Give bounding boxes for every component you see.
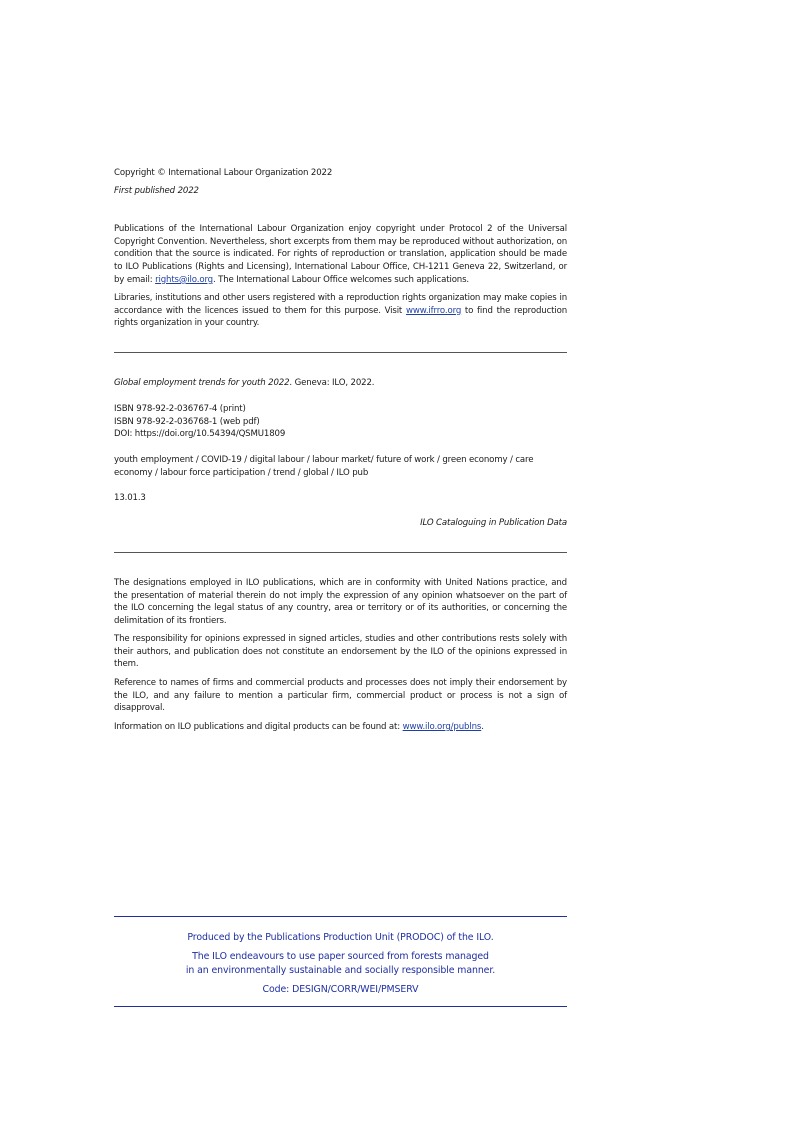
keywords: youth employment / COVID-19 / digital labour / labour market/ future of work / green economy / care economy / labour force participation / trend / global / ILO pub: [114, 455, 534, 478]
ilo-publns-link[interactable]: www.ilo.org/publns: [402, 722, 482, 732]
catalog-title-line: [114, 377, 567, 390]
publications-info: [114, 721, 567, 734]
cip-label: ILO Cataloguing in Publication Data: [420, 518, 567, 528]
catalog-code: 13.01.3: [114, 493, 146, 503]
divider-middle: [114, 552, 567, 553]
reproduction-text-tail: to find the reproduction rights organization in your country.: [114, 305, 568, 329]
rights-paragraph: [114, 223, 567, 287]
rights-text: Publications of the International Labour Organization enjoy copyright under Protocol 2 of the Universal Copyright Convention. Nevertheless, short excerpts from them may be reproduced without authorization, on condition that the source is indicated. For rights of reproduction or translation, application should be made to ILO Publications (Rights and Licensing), International Labour Office, CH-1211 Geneva 22, Switzerland, or by email:: [114, 224, 567, 285]
doi: DOI: https://doi.org/10.54394/QSMU1809: [114, 429, 286, 439]
reproduction-paragraph: [114, 292, 567, 330]
footer-rule-bottom: [114, 1006, 567, 1007]
copyright-line: Copyright © International Labour Organization 2022: [114, 168, 333, 178]
footer-paper-line2: in an environmentally sustainable and socially responsible manner.: [185, 965, 496, 976]
rights-text-tail: . The International Labour Office welcomes such applications.: [212, 274, 470, 285]
footer-code: Code: DESIGN/CORR/WEI/PMSERV: [262, 984, 419, 995]
ifrro-link[interactable]: www.ifrro.org: [405, 305, 462, 316]
isbn-print: ISBN 978-92-2-036767-4 (print): [114, 404, 246, 414]
publications-info-text: Information on ILO publications and digital products can be found at:: [114, 722, 403, 732]
divider-top: [114, 352, 567, 353]
isbn-pdf: ISBN 978-92-2-036768-1 (web pdf): [114, 416, 260, 427]
disclaimer-responsibility: The responsibility for opinions expressed in signed articles, studies and other contributions rests solely with their authors, and publication does not constitute an endorsement by the ILO of the opinions expressed in them.: [114, 634, 567, 670]
catalog-title: Global employment trends for youth 2022: [114, 378, 290, 388]
catalog-title-tail: . Geneva: ILO, 2022.: [289, 378, 375, 388]
footer-paper-line1: The ILO endeavours to use paper sourced from forests managed: [192, 951, 489, 962]
disclaimer-reference: Reference to names of firms and commercial products and processes does not imply their endorsement by the ILO, and any failure to mention a particular firm, commercial product or process is not a sign of disapproval.: [114, 678, 567, 714]
rights-email-link[interactable]: rights@ilo.org: [155, 274, 213, 285]
publications-info-tail: .: [481, 722, 484, 732]
disclaimer-designations: The designations employed in ILO publications, which are in conformity with United Nations practice, and the presentation of material therein do not imply the expression of any opinion whatsoever on the part of the ILO concerning the legal status of any country, area or territory or of its authorities, or concerning the delimitation of its frontiers.: [114, 578, 567, 627]
footer-rule-top: [114, 916, 567, 917]
first-published: First published 2022: [114, 186, 199, 196]
reproduction-text: Libraries, institutions and other users registered with a reproduction rights organization may make copies in accordance with the licences issued to them for this purpose. Visit: [114, 293, 567, 316]
footer-produced: Produced by the Publications Production Unit (PRODOC) of the ILO.: [187, 932, 494, 943]
